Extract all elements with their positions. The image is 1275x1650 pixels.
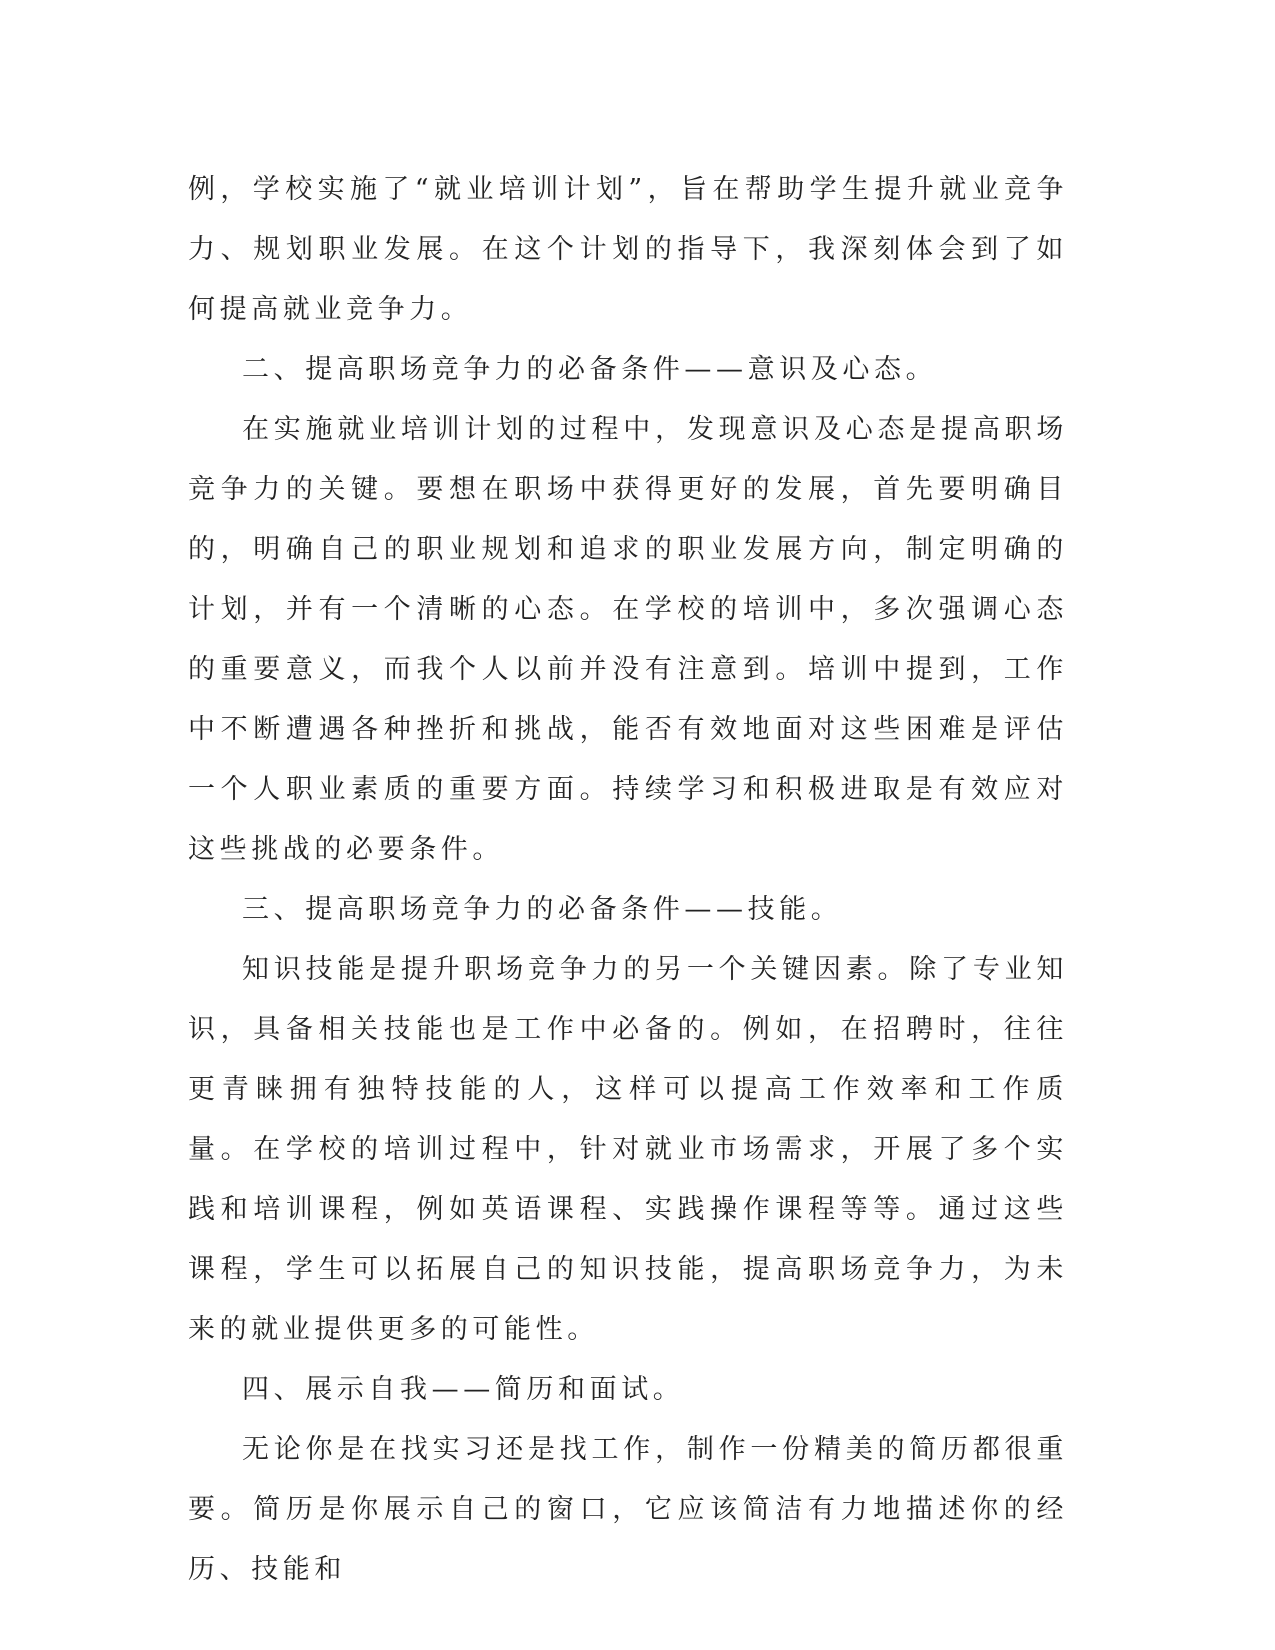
section-heading-mindset: 二、提高职场竞争力的必备条件——意识及心态。	[242, 354, 938, 385]
document-body	[188, 160, 1068, 1600]
paragraph-skills: 知识技能是提升职场竞争力的另一个关键因素。除了专业知识，具备相关技能也是工作中必备的。例如，在招聘时，往往更青睐拥有独特技能的人，这样可以提高工作效率和工作质量。在学校的培训过程中，针对就业市场需求，开展了多个实践和培训课程，例如英语课程、实践操作课程等等。通过这些课程，学生可以拓展自己的知识技能，提高职场竞争力，为未来的就业提供更多的可能性。	[188, 954, 1068, 1345]
section-heading-resume: 四、展示自我——简历和面试。	[242, 1374, 685, 1405]
paragraph-mindset: 在实施就业培训计划的过程中，发现意识及心态是提高职场竞争力的关键。要想在职场中获得更好的发展，首先要明确目的，明确自己的职业规划和追求的职业发展方向，制定明确的计划，并有一个清晰的心态。在学校的培训中，多次强调心态的重要意义，而我个人以前并没有注意到。培训中提到，工作中不断遭遇各种挫折和挑战，能否有效地面对这些困难是评估一个人职业素质的重要方面。持续学习和积极进取是有效应对这些挑战的必要条件。	[188, 414, 1068, 865]
paragraph-resume: 无论你是在找实习还是找工作，制作一份精美的简历都很重要。简历是你展示自己的窗口，它应该简洁有力地描述你的经历、技能和	[188, 1434, 1068, 1585]
section-heading-skills: 三、提高职场竞争力的必备条件——技能。	[242, 894, 843, 925]
paragraph-continuation: 例，学校实施了“就业培训计划”，旨在帮助学生提升就业竞争力、规划职业发展。在这个计划的指导下，我深刻体会到了如何提高就业竞争力。	[188, 174, 1068, 325]
